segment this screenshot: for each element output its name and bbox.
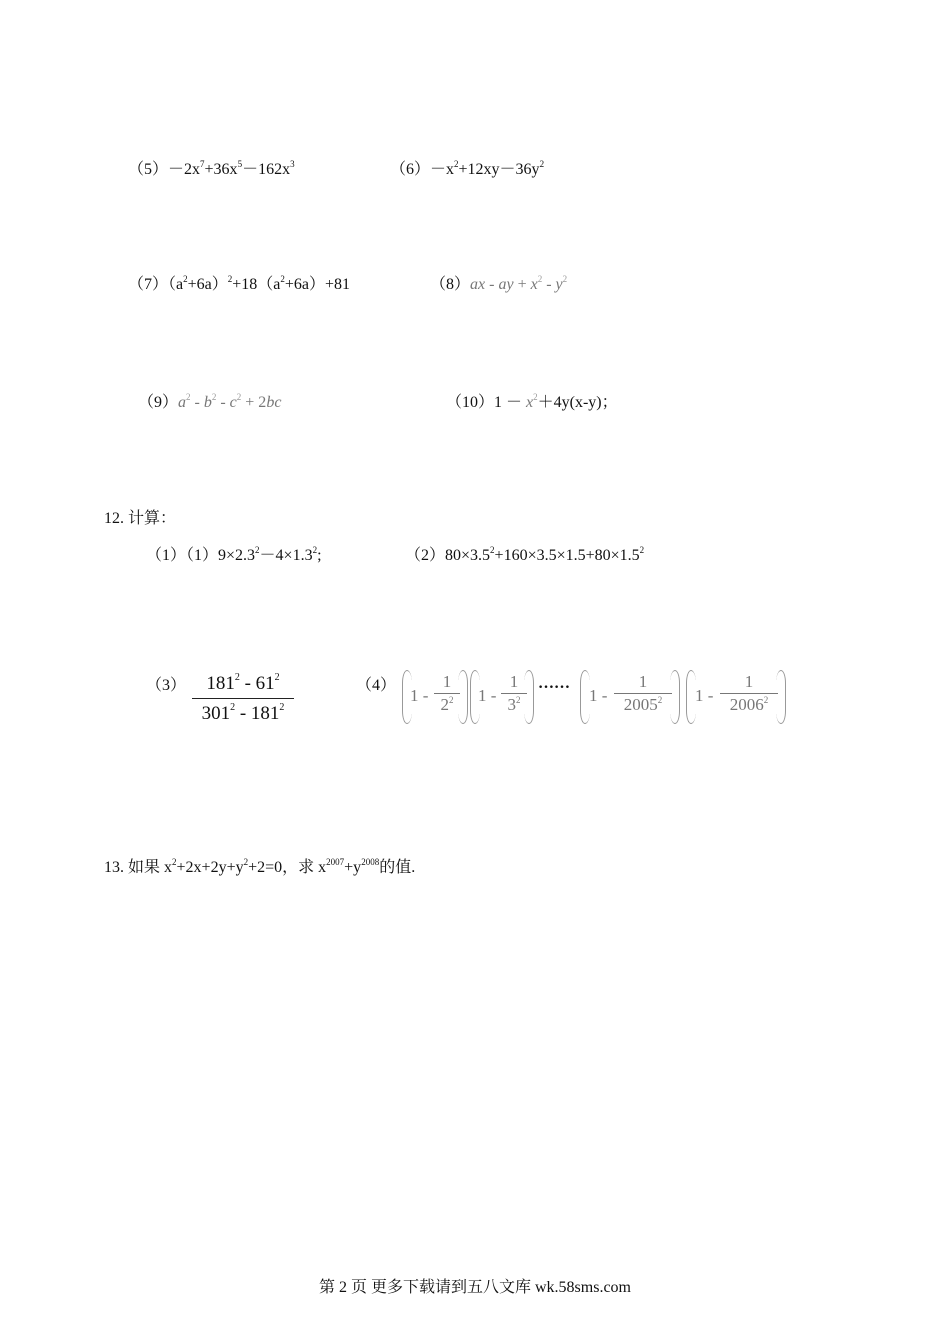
- factor-1-one-minus: 1 -: [410, 686, 429, 705]
- problem-8: （8）ax - ay + $x^2 - y^2$: [430, 274, 568, 293]
- calc-1: $(1)(1)9\times 2.3^2-4\times 1.3^2$;: [146, 545, 322, 564]
- question-12-title: 12. 计算：: [104, 510, 177, 527]
- problem-7: $(7)(a^2+6a)^2+18(a^2+6a)+81$: [128, 274, 351, 293]
- calc-3-label: （3）: [146, 677, 187, 694]
- question-13: 13. 如果 $x^2+2x+2y+y^2+2=0$，求 $x^{2007}+y^{2008}$的值.: [104, 857, 416, 876]
- problem-9: $(9)a^2 - b^2 - c^2 + 2bc$: [138, 392, 282, 411]
- calc-3-fraction: [192, 672, 294, 726]
- factor-4-fraction: 1 2006$^2$: [720, 671, 778, 716]
- right-paren-4: [776, 670, 786, 724]
- factor-3-one-minus: 1 -: [589, 686, 608, 705]
- ellipsis: ……: [538, 675, 570, 692]
- calc-2-label: （2）: [405, 547, 446, 564]
- calc-4-label: （4）: [356, 677, 397, 694]
- right-paren-1: [458, 670, 468, 724]
- calc-1-label: （1）（1）: [146, 547, 219, 564]
- factor-2-one-minus: 1 -: [478, 686, 497, 705]
- problem-7-label: （7）: [128, 276, 169, 293]
- calc-3-numerator: $181^2 - 61^2$: [206, 672, 280, 694]
- problem-10-label: （10）: [446, 394, 495, 411]
- problem-6: $(6)-x^2+12xy-36y^2$: [390, 159, 545, 178]
- problem-6-label: （6）: [390, 161, 431, 178]
- page-footer: 第 2 页 更多下载请到五八文库 wk.58sms.com: [318, 1279, 631, 1296]
- calc-3-denominator: $301^2 - 181^2$: [201, 702, 285, 724]
- right-paren-2: [524, 670, 534, 724]
- calc-3-fraction-bar: [192, 698, 294, 699]
- problem-10: $(10)1 - x^2+4y(x-y)$；: [446, 392, 618, 411]
- problem-5: $(5)-2x^7+36x^5-162x^3$: [128, 159, 295, 178]
- calc-2: $(2)80\times 3.5^2+160\times 3.5\times 1.5+80\times 1.5^2$: [405, 545, 645, 564]
- right-paren-3: [670, 670, 680, 724]
- factor-1-fraction: 1 $2^2$: [434, 671, 460, 716]
- problem-9-label: （9）: [138, 394, 179, 411]
- problem-5-label: （5）: [128, 161, 169, 178]
- problem-8-label: （8）: [430, 276, 471, 293]
- factor-4-one-minus: 1 -: [695, 686, 714, 705]
- factor-2-fraction: 1 $3^2$: [501, 671, 527, 716]
- factor-3-fraction: 1 2005$^2$: [614, 671, 672, 716]
